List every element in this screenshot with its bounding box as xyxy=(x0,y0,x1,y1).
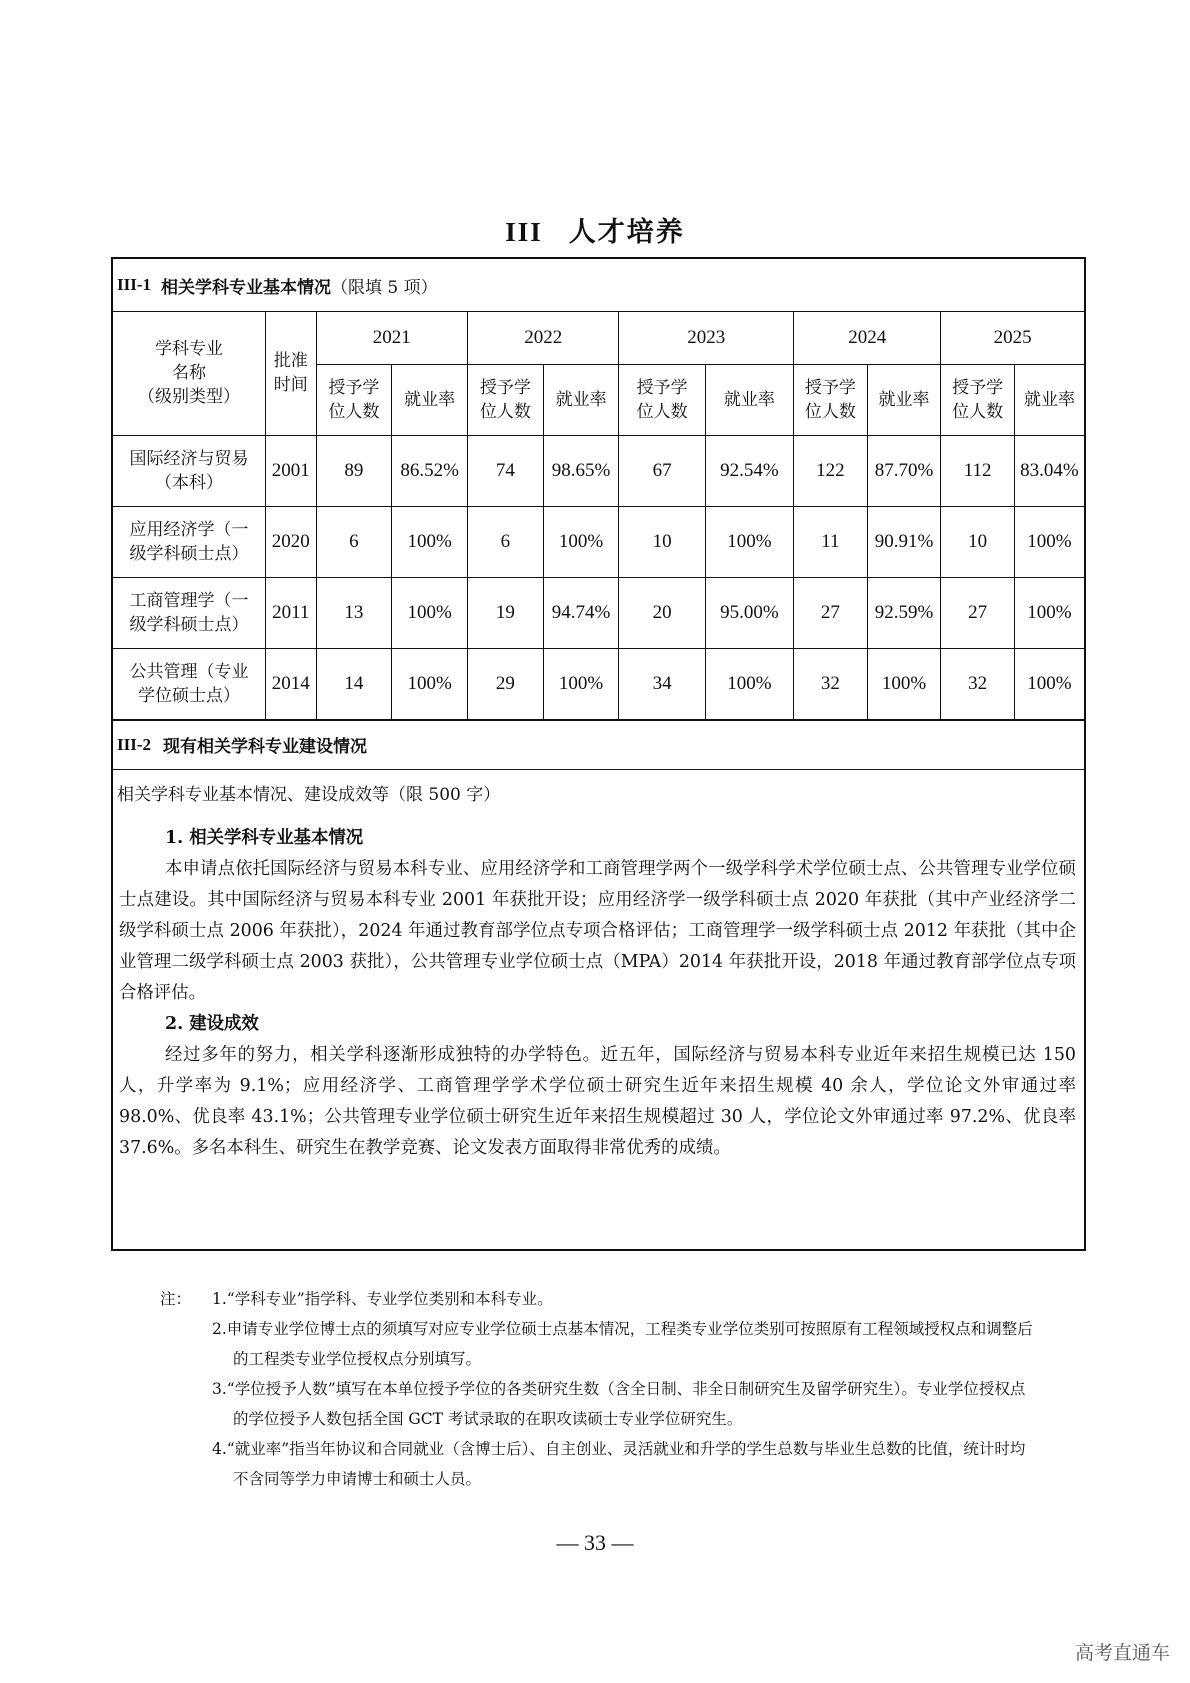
cell-time: 2001 xyxy=(266,435,316,506)
cell-employment-rate: 86.52% xyxy=(392,435,468,506)
cell-degree-count: 34 xyxy=(619,648,705,719)
cell-name-line: 学位硕士点） xyxy=(138,685,241,706)
header-degree-line: 授予学 xyxy=(479,377,531,398)
cell-employment-rate: 95.00% xyxy=(705,577,793,648)
header-rate: 就业率 xyxy=(543,364,619,435)
cell-degree-count: 20 xyxy=(619,577,705,648)
section1-note: （限填 5 项） xyxy=(331,277,438,298)
table-body xyxy=(113,435,1084,719)
cell-degree-count: 10 xyxy=(941,506,1015,577)
body-paragraph-2: 经过多年的努力，相关学科逐渐形成独特的办学特色。近五年，国际经济与贸易本科专业近年来招生规模已达 150 人，升学率为 9.1%；应用经济学、工商管理学学术学位硕士研究生近年来招生规模 40 余人，学位论文外审通过率 98.0%、优良率 43.1%；公共管理专业学位硕士研究生近年来招生规模超过 30 人，学位论文外审通过率 97.2%、优良率 37.6%。多名本科生、研究生在教学竞赛、论文发表方面取得非常优秀的成绩。 xyxy=(119,1044,1076,1158)
cell-name-line: 工商管理学（一 xyxy=(129,590,249,611)
header-time xyxy=(266,312,316,435)
notes-label: 注： xyxy=(160,1290,192,1308)
header-degree xyxy=(467,364,543,435)
header-degree-line: 位人数 xyxy=(952,401,1004,422)
table-row xyxy=(113,435,1084,506)
cell-degree-count: 32 xyxy=(794,648,868,719)
header-degree-line: 位人数 xyxy=(804,401,856,422)
header-name xyxy=(113,312,266,435)
table-row xyxy=(113,577,1084,648)
cell-degree-count: 6 xyxy=(467,506,543,577)
cell-name-line: 级学科硕士点） xyxy=(129,543,249,564)
cell-degree-count: 89 xyxy=(316,435,392,506)
cell-name-line: （本科） xyxy=(155,472,224,493)
page-title-text: 人才培养 xyxy=(568,217,685,248)
header-degree-line: 位人数 xyxy=(479,401,531,422)
table-row xyxy=(113,648,1084,719)
cell-degree-count: 27 xyxy=(794,577,868,648)
page-title-roman: III xyxy=(505,217,543,247)
section1-title: 相关学科专业基本情况 xyxy=(161,277,332,298)
page-number: — 33 — xyxy=(556,1530,634,1555)
cell-time: 2011 xyxy=(266,577,316,648)
form-frame xyxy=(111,257,1086,1251)
body-heading-1: 1. 相关学科专业基本情况 xyxy=(165,827,364,848)
section2-header xyxy=(113,720,1084,770)
cell-degree-count: 122 xyxy=(794,435,868,506)
cell-name-line: 公共管理（专业 xyxy=(129,661,249,682)
section2-body xyxy=(113,805,1084,1164)
cell-employment-rate: 100% xyxy=(1014,506,1084,577)
body-heading-2: 2. 建设成效 xyxy=(165,1013,259,1034)
cell-employment-rate: 90.91% xyxy=(867,506,941,577)
cell-degree-count: 13 xyxy=(316,577,392,648)
cell-degree-count: 19 xyxy=(467,577,543,648)
header-rate: 就业率 xyxy=(392,364,468,435)
cell-degree-count: 27 xyxy=(941,577,1015,648)
section2-code: III-2 xyxy=(117,734,152,754)
note-item: 4.“就业率”指当年协议和合同就业（含博士后）、自主创业、灵活就业和升学的学生总数与毕业生总数的比值，统计时均不含同等学力申请博士和硕士人员。 xyxy=(212,1440,1026,1488)
header-year: 2021 xyxy=(316,312,467,364)
cell-employment-rate: 98.65% xyxy=(543,435,619,506)
header-degree-line: 授予学 xyxy=(804,377,856,398)
watermark: 高考直通车 xyxy=(1074,1642,1170,1664)
header-time-line: 批准 xyxy=(273,351,308,372)
cell-name-line: 级学科硕士点） xyxy=(129,614,249,635)
section1-header xyxy=(113,259,1084,312)
cell-employment-rate: 100% xyxy=(867,648,941,719)
cell-name-line: 应用经济学（一 xyxy=(129,519,249,540)
header-name-line: （级别类型） xyxy=(138,387,241,408)
cell-degree-count: 10 xyxy=(619,506,705,577)
header-name-line: 学科专业 xyxy=(155,339,224,360)
section2-title: 现有相关学科专业建设情况 xyxy=(163,737,368,757)
cell-name xyxy=(113,506,266,577)
cell-employment-rate: 100% xyxy=(392,577,468,648)
cell-employment-rate: 100% xyxy=(392,506,468,577)
cell-employment-rate: 83.04% xyxy=(1014,435,1084,506)
cell-employment-rate: 100% xyxy=(392,648,468,719)
cell-degree-count: 32 xyxy=(941,648,1015,719)
cell-employment-rate: 87.70% xyxy=(867,435,941,506)
cell-employment-rate: 100% xyxy=(1014,648,1084,719)
body-paragraph-1: 本申请点依托国际经济与贸易本科专业、应用经济学和工商管理学两个一级学科学术学位硕士点、公共管理专业学位硕士点建设。其中国际经济与贸易本科专业 2001 年获批开设；应用经济学一级学科硕士点 2020 年获批（其中产业经济学二级学科硕士点 2006 年获批），2024 年通过教育部学位点专项合格评估；工商管理学一级学科硕士点 2012 年获批（其中企业管理二级学科硕士点 2003 获批），公共管理专业学位硕士点（MPA）2014 年获批开设，2018 年通过教育部学位点专项合格评估。 xyxy=(119,858,1076,1003)
header-rate: 就业率 xyxy=(705,364,793,435)
cell-employment-rate: 100% xyxy=(543,648,619,719)
note-item: 2.申请专业学位博士点的须填写对应专业学位硕士点基本情况，工程类专业学位类别可按照原有工程领域授权点和调整后的工程类专业学位授权点分别填写。 xyxy=(212,1320,1033,1368)
cell-employment-rate: 100% xyxy=(705,648,793,719)
cell-degree-count: 6 xyxy=(316,506,392,577)
discipline-table xyxy=(113,312,1084,720)
header-degree-line: 授予学 xyxy=(952,377,1004,398)
cell-name xyxy=(113,435,266,506)
header-name-line: 名称 xyxy=(172,363,207,384)
cell-name xyxy=(113,577,266,648)
header-rate: 就业率 xyxy=(1014,364,1084,435)
header-degree-line: 位人数 xyxy=(328,401,380,422)
cell-employment-rate: 94.74% xyxy=(543,577,619,648)
page-title xyxy=(0,210,1190,249)
header-year: 2025 xyxy=(941,312,1084,364)
cell-name-line: 国际经济与贸易 xyxy=(129,448,249,469)
cell-employment-rate: 100% xyxy=(705,506,793,577)
header-time-line: 时间 xyxy=(273,375,308,396)
note-item: 3.“学位授予人数”填写在本单位授予学位的各类研究生数（含全日制、非全日制研究生及留学研究生）。专业学位授权点的学位授予人数包括全国 GCT 考试录取的在职攻读硕士专业学位研究生。 xyxy=(212,1380,1026,1428)
header-year: 2022 xyxy=(467,312,618,364)
notes xyxy=(160,1284,1040,1494)
section2-subtitle: 相关学科专业基本情况、建设成效等（限 500 字） xyxy=(117,784,501,805)
header-degree xyxy=(316,364,392,435)
header-degree-line: 位人数 xyxy=(636,401,688,422)
header-year: 2024 xyxy=(794,312,941,364)
cell-degree-count: 29 xyxy=(467,648,543,719)
cell-employment-rate: 100% xyxy=(543,506,619,577)
section1-code: III-1 xyxy=(117,275,152,294)
header-degree xyxy=(619,364,705,435)
cell-degree-count: 14 xyxy=(316,648,392,719)
header-rate: 就业率 xyxy=(867,364,941,435)
header-degree xyxy=(941,364,1015,435)
header-degree-line: 授予学 xyxy=(636,377,688,398)
cell-degree-count: 74 xyxy=(467,435,543,506)
header-degree-line: 授予学 xyxy=(328,377,380,398)
cell-employment-rate: 100% xyxy=(1014,577,1084,648)
cell-employment-rate: 92.54% xyxy=(705,435,793,506)
table-header-row-years xyxy=(113,312,1084,364)
cell-degree-count: 112 xyxy=(941,435,1015,506)
note-item: 1.“学科专业”指学科、专业学位类别和本科专业。 xyxy=(212,1290,553,1308)
cell-time: 2014 xyxy=(266,648,316,719)
cell-degree-count: 67 xyxy=(619,435,705,506)
header-degree xyxy=(794,364,868,435)
cell-degree-count: 11 xyxy=(794,506,868,577)
cell-time: 2020 xyxy=(266,506,316,577)
header-year: 2023 xyxy=(619,312,794,364)
cell-employment-rate: 92.59% xyxy=(867,577,941,648)
cell-name xyxy=(113,648,266,719)
table-row xyxy=(113,506,1084,577)
